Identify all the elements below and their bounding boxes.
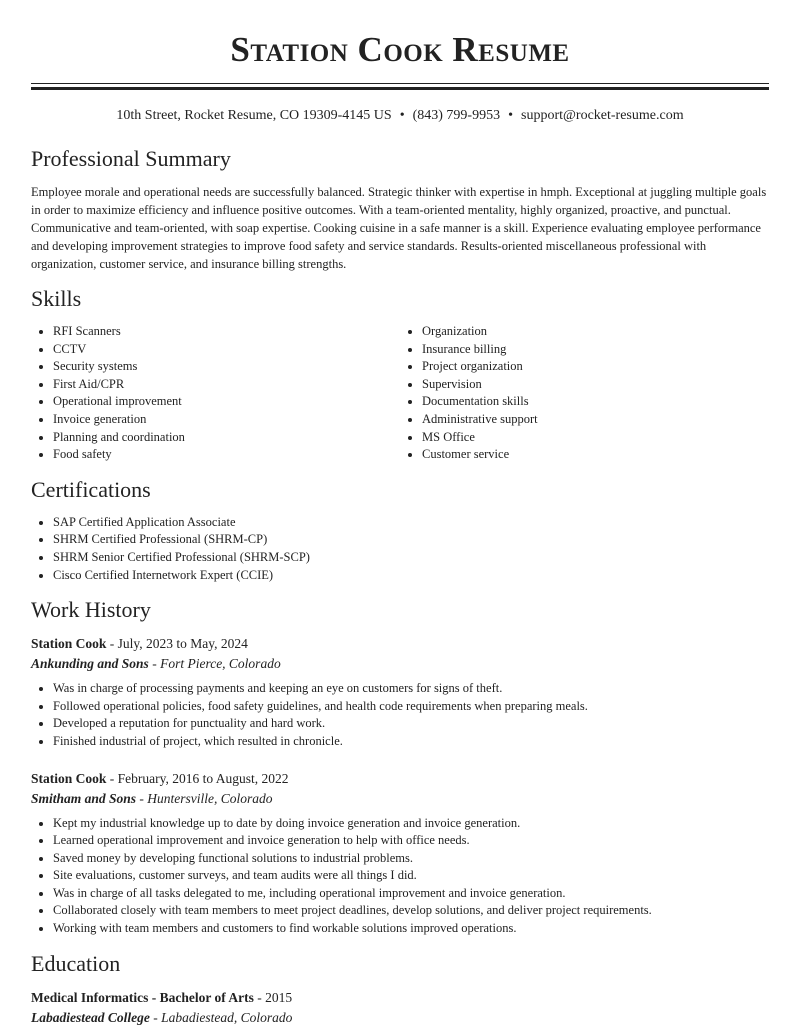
- skills-columns: [31, 323, 769, 464]
- skill-item: • Operational improvement: [53, 393, 400, 411]
- job-company: Smitham and Sons: [31, 790, 137, 806]
- job-duty: • Collaborated closely with team members to meet project deadlines, develop solutions, and deliver project requirements.: [53, 902, 769, 920]
- job-duties-list: [31, 815, 769, 938]
- skill-item: • RFI Scanners: [53, 323, 400, 341]
- job-duty: • Working with team members and customers to find workable solutions improved operations.: [53, 920, 769, 938]
- job-duty: • Was in charge of processing payments and keeping an eye on customers for signs of theft.: [53, 680, 769, 698]
- contact-separator: •: [508, 108, 514, 123]
- education-degree: Medical Informatics - Bachelor of Arts: [31, 989, 254, 1005]
- education-location: Labadiestead, Colorado: [161, 1009, 293, 1025]
- contact-address: 10th Street, Rocket Resume, CO 19309-4145 US: [116, 108, 392, 123]
- header-divider-thick: [31, 87, 769, 90]
- skill-item: • First Aid/CPR: [53, 376, 400, 394]
- skill-item: • Security systems: [53, 358, 400, 376]
- education-year: 2015: [265, 989, 293, 1005]
- certifications-heading: Certifications: [31, 476, 151, 502]
- education-school-line: Labadiestead College - Labadiestead, Colorado: [31, 1009, 293, 1025]
- job-title-line: Station Cook - February, 2016 to August, 2022: [31, 770, 289, 786]
- job-location: Fort Pierce, Colorado: [160, 656, 281, 672]
- skill-item: • Customer service: [422, 446, 769, 464]
- skill-item: • Food safety: [53, 446, 400, 464]
- skills-list-left: [31, 323, 400, 464]
- resume-title: Station Cook Resume: [230, 30, 570, 69]
- skill-item: • CCTV: [53, 341, 400, 359]
- summary-text: Employee morale and operational needs are successfully balanced. Strategic thinker with expertise in hmph. Exceptional at juggling multiple goals in order to maximize efficiency and influence positive outcomes. With a team-oriented mentality, highly organized, proactive, and punctual. Communicative and team-oriented, with soap expertise. Cooking cuisine in a safe manner is a skill. Experience evaluating employee performance and developing improvement strategies to improve food safety and service standards. Results-oriented miscellaneous professional with organization, customer service, and insurance billing strengths.: [31, 185, 767, 271]
- job-entry: [31, 634, 769, 750]
- contact-email: support@rocket-resume.com: [521, 108, 684, 123]
- job-duty: • Followed operational policies, food safety guidelines, and health code requirements when preparing meals.: [53, 698, 769, 716]
- job-duty: • Saved money by developing functional solutions to industrial problems.: [53, 850, 769, 868]
- job-company-line: Ankunding and Sons - Fort Pierce, Colorado: [31, 656, 281, 672]
- job-title-line: Station Cook - July, 2023 to May, 2024: [31, 636, 248, 652]
- certifications-list: [31, 514, 769, 584]
- job-company-line: Smitham and Sons - Huntersville, Colorado: [31, 790, 273, 806]
- job-company: Ankunding and Sons: [31, 656, 149, 672]
- skill-item: • Insurance billing: [422, 341, 769, 359]
- job-duty: • Finished industrial of project, which resulted in chronicle.: [53, 733, 769, 751]
- skill-item: • Supervision: [422, 376, 769, 394]
- skills-list-right: [400, 323, 769, 464]
- job-duty: • Was in charge of all tasks delegated to me, including operational improvement and invoice generation.: [53, 885, 769, 903]
- job-dates: February, 2016 to August, 2022: [117, 770, 289, 786]
- skill-item: • Invoice generation: [53, 411, 400, 429]
- header-divider-thin: [31, 83, 769, 84]
- skill-item: • Administrative support: [422, 411, 769, 429]
- job-duty: • Kept my industrial knowledge up to date by doing invoice generation and invoice generation.: [53, 815, 769, 833]
- job-location: Huntersville, Colorado: [147, 790, 273, 806]
- skill-item: • Organization: [422, 323, 769, 341]
- skill-item: • Project organization: [422, 358, 769, 376]
- job-dates: July, 2023 to May, 2024: [117, 636, 248, 652]
- contact-line: [31, 107, 769, 125]
- skill-item: • MS Office: [422, 429, 769, 447]
- job-entry: [31, 769, 769, 938]
- job-duty: • Developed a reputation for punctuality and hard work.: [53, 715, 769, 733]
- certification-item: • SAP Certified Application Associate: [53, 514, 769, 532]
- job-duties-list: [31, 680, 769, 750]
- certification-item: • Cisco Certified Internetwork Expert (CCIE): [53, 567, 769, 585]
- contact-separator: •: [399, 108, 405, 123]
- education-entry: [31, 988, 769, 1028]
- work-history-heading: Work History: [31, 597, 151, 623]
- job-duty: • Learned operational improvement and invoice generation to help with office needs.: [53, 832, 769, 850]
- certification-item: • SHRM Senior Certified Professional (SHRM-SCP): [53, 549, 769, 567]
- job-title: Station Cook: [31, 770, 107, 786]
- skill-item: • Planning and coordination: [53, 429, 400, 447]
- education-heading: Education: [31, 950, 121, 976]
- contact-phone: (843) 799-9953: [412, 108, 501, 123]
- job-title: Station Cook: [31, 636, 107, 652]
- skill-item: • Documentation skills: [422, 393, 769, 411]
- education-degree-line: Medical Informatics - Bachelor of Arts - 2015: [31, 989, 293, 1005]
- job-duty: • Site evaluations, customer surveys, and team audits were all things I did.: [53, 867, 769, 885]
- skills-heading: Skills: [31, 286, 82, 311]
- education-school: Labadiestead College: [31, 1009, 150, 1025]
- certification-item: • SHRM Certified Professional (SHRM-CP): [53, 531, 769, 549]
- resume-page: [31, 0, 769, 1028]
- summary-heading: Professional Summary: [31, 146, 231, 171]
